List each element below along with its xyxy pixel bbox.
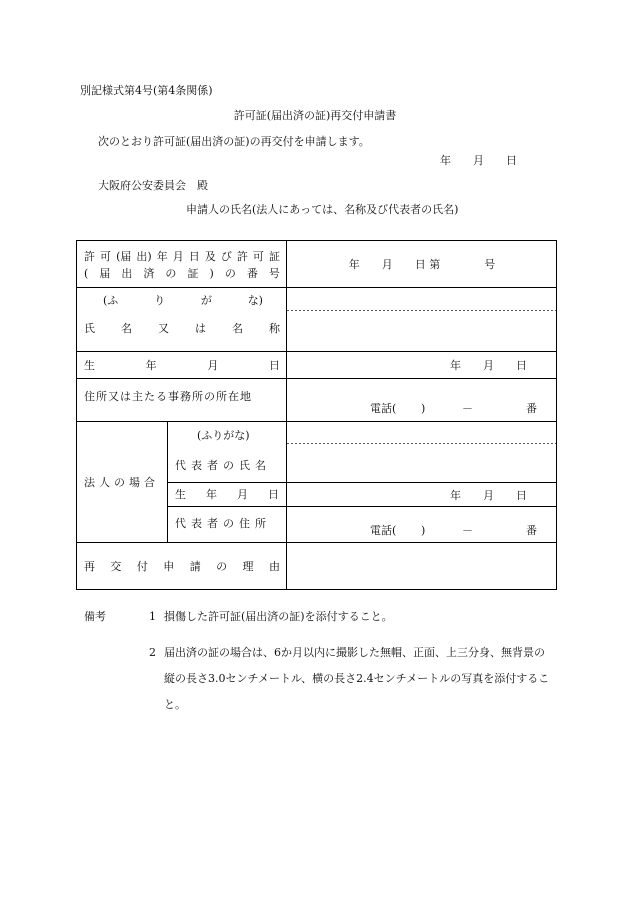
- notes-heading: 備考: [84, 610, 106, 623]
- corp-furigana-label: (ふりがな): [197, 429, 250, 442]
- representative-address-label: 代表者の住所: [175, 517, 271, 530]
- notes-section: [84, 604, 549, 718]
- note-number: 2: [149, 646, 156, 659]
- note-text: 損傷した許可証(届出済の証)を添付すること。: [164, 610, 393, 623]
- representative-birthdate-field[interactable]: 年 月 日: [450, 488, 527, 502]
- reissue-reason-label: 再 交 付 申 請 の 理 由: [84, 560, 280, 573]
- note-number: 1: [149, 610, 156, 623]
- name-field[interactable]: [287, 311, 557, 351]
- furigana-field[interactable]: [287, 288, 557, 310]
- reissue-reason-field[interactable]: [287, 543, 557, 589]
- note-text-continued: と。: [164, 698, 186, 711]
- permit-date-number-label-line1: 許 可 (届 出) 年 月 日 及 び 許 可 証: [84, 250, 280, 263]
- permit-date-number-field[interactable]: 年 月 日 第 号: [348, 258, 496, 271]
- representative-name-field[interactable]: [287, 444, 557, 482]
- note-text: 届出済の証の場合は、6か月以内に撮影した無帽、正面、上三分身、無背景の: [164, 646, 545, 659]
- representative-name-label: 代表者の氏名: [175, 459, 271, 472]
- corporation-label: 法人の場合: [84, 476, 159, 489]
- phone-field[interactable]: 電話( ) － 番: [370, 402, 537, 415]
- address-label: 住所又は主たる事務所の所在地: [84, 390, 252, 403]
- note-text-continued: 縦の長さ3.0センチメートル、横の長さ2.4センチメートルの写真を添付するこ: [164, 672, 550, 685]
- representative-birthdate-label: 生 年 月 日: [175, 488, 279, 501]
- intro-text: 次のとおり許可証(届出済の証)の再交付を申請します。: [98, 135, 370, 148]
- birthdate-field[interactable]: 年 月 日: [450, 359, 527, 372]
- birthdate-label: 生 年 月 日: [84, 359, 280, 372]
- addressee: 大阪府公安委員会 殿: [98, 179, 208, 192]
- application-date: 年 月 日: [440, 154, 517, 167]
- form-identifier: 別記様式第4号(第4条関係): [80, 84, 213, 97]
- permit-date-number-label-line2: ( 届 出 済 の 証 ) の 番 号: [84, 266, 280, 280]
- furigana-label: (ふ り が な): [103, 294, 263, 307]
- name-label: 氏 名 又 は 名 称: [84, 322, 280, 335]
- corp-furigana-field[interactable]: [287, 422, 557, 443]
- representative-phone-field[interactable]: 電話( ) － 番: [370, 524, 537, 537]
- applicant-name-label: 申請人の氏名(法人にあっては、名称及び代表者の氏名): [186, 203, 459, 216]
- page-title: 許可証(届出済の証)再交付申請書: [233, 109, 397, 122]
